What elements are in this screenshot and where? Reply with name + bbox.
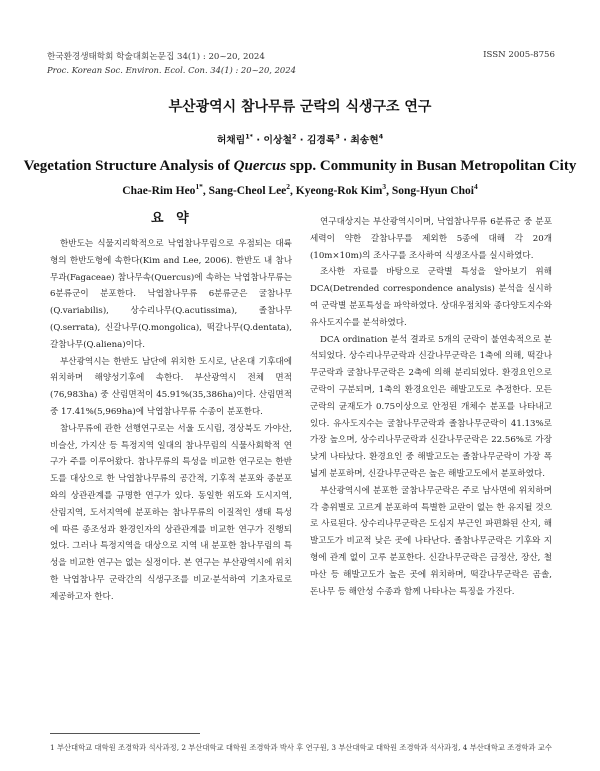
author-separator: , <box>290 185 296 197</box>
abstract-right-column <box>310 214 552 600</box>
title-english-part2: spp. Community in Busan Metropolitan City <box>286 158 577 174</box>
author-affiliation-mark: 1* <box>245 132 253 141</box>
author-affiliation-mark: 1* <box>195 182 203 192</box>
author-separator: , <box>386 185 392 197</box>
abstract-paragraph: 한반도는 식물지리학적으로 낙엽참나무림으로 우점되는 대륙형의 한반도형에 속한다(Kim and Lee, 2006). 한반도 내 참나무과(Fagaceae) 참나무속(Quercus)에 속하는 낙엽참나무류는 6분류군이 분포한다. 낙엽참나무류 6분류군은 굴참나무(Q.variabilis), 상수리나무(Q.acutissima), 졸참나무(Q.serrata), 신갈나무(Q.mongolica), 떡갈나무(Q.dentata), 갈참나무(Q.aliena)이다. <box>50 239 292 350</box>
journal-header-en: Proc. Korean Soc. Environ. Ecol. Con. 34(1) : 20~20, 2024 <box>47 65 296 75</box>
author-name: 이상철 <box>263 135 292 146</box>
author-affiliation-mark: 2 <box>286 182 291 192</box>
footnote-affiliations: 1 부산대학교 대학원 조경학과 석사과정, 2 부산대학교 대학원 조경학과 박사 후 연구원, 3 부산대학교 대학원 조경학과 석사과정, 4 부산대학교 조경학과 교수 <box>50 743 552 752</box>
author-separator: · <box>339 135 351 146</box>
abstract-heading: 요 약 <box>151 211 193 226</box>
title-korean: 부산광역시 참나무류 군락의 식생구조 연구 <box>168 99 432 115</box>
author-name: Sang-Cheol Lee <box>208 185 287 197</box>
author-name: Kyeong-Rok Kim <box>295 185 383 197</box>
footnote-divider <box>50 733 200 734</box>
authors-english <box>0 182 600 197</box>
author-name: 김경록 <box>306 135 336 146</box>
author-separator: · <box>296 135 307 146</box>
author-affiliation-mark: 3 <box>335 132 340 141</box>
author-name: Chae-Rim Heo <box>122 185 196 197</box>
title-english <box>0 158 600 175</box>
author-separator: , <box>202 185 209 197</box>
abstract-paragraph: 연구대상지는 부산광역시이며, 낙엽참나무류 6분류군 중 분포 세력이 약한 갈참나무를 제외한 5종에 대해 각 20개(10m×10m)의 조사구를 조사하여 식생조사를 실시하였다. <box>310 217 552 261</box>
abstract-paragraph: 참나무류에 관한 선행연구로는 서울 도시림, 경상북도 가야산, 비슬산, 가지산 등 특정지역 일대의 참나무림의 식물사회학적 연구가 주를 이루어왔다. 참나무류의 특성을 비교한 연구로는 한반도를 대상으로 한 낙엽참나무류의 공간적, 기후적 분포와 종분포와의 상관관계를 규명한 연구가 있다. 동일한 위도와 도시지역, 산림지역, 도서지역에 분포하는 참나무류의 이질적인 생태 특성에 따른 종조성과 환경인자의 상관관계를 비교한 연구가 진행되었다. 그러나 특정지역을 대상으로 지역 내 분포한 참나무림의 특성을 비교한 연구는 없는 실정이다. 본 연구는 부산광역시에 위치한 낙엽참나무 군락간의 식생구조를 비교·분석하여 기초자료로 제공하고자 한다. <box>50 423 292 602</box>
journal-header-ko: 한국환경생태학회 학술대회논문집 34(1) : 20~20, 2024 <box>47 52 265 62</box>
abstract-paragraph: 부산광역시에 분포한 굴참나무군락은 주로 남사면에 위치하며 각 층위별로 고르게 분포하여 특별한 교란이 없는 한 유지될 것으로 사료된다. 상수리나무군락은 도심지 부근인 파편화된 산지, 해발고도가 비교적 낮은 곳에 나타난다. 졸참나무군락은 기후와 지형에 관계 없이 고루 분포한다. 신갈나무군락은 금정산, 장산, 철마산 등 해발고도가 높은 곳에 위치하며, 떡갈나무군락은 곰솔, 돈나무 등 해안성 수종과 함께 나타나는 특징을 가진다. <box>310 485 552 597</box>
title-english-part1: Vegetation Structure Analysis of <box>23 158 234 174</box>
author-affiliation-mark: 4 <box>378 132 384 141</box>
author-name: 허채림 <box>216 135 246 146</box>
abstract-paragraph: 부산광역시는 한반도 남단에 위치한 도시로, 난온대 기후대에 위치하며 해양성기후에 속한다. 부산광역시 전체 면적(76,983ha) 중 산림면적이 45.91%(35,386ha)이다. 산림면적 중 17.41%(5,969ha)에 낙엽참나무류 수종이 분포한다. <box>50 356 292 417</box>
author-name: Song-Hyun Choi <box>391 185 474 197</box>
author-separator: · <box>253 135 264 146</box>
title-english-genus: Quercus <box>233 158 287 174</box>
abstract-paragraph: DCA ordination 분석 결과로 5개의 군락이 불연속적으로 분석되었다. 상수리나무군락과 신갈나무군락은 1축에 의해, 떡갈나무군락과 굴참나무군락은 2축에 의해 분리되었다. 환경요인으로 군락이 구분되며, 1축의 환경요인은 해발고도로 추정한다. 모든 군락의 균재도가 0.75이상으로 안정된 개체수 분포를 나타내고 있다. 유사도지수는 굴참나무군락과 졸참나무군락이 41.13%로 가장 높으며, 상수리나무군락과 신갈나무군락은 22.56%로 가장 낮게 나타났다. 환경요인 중 해발고도는 졸참나무군락이 가장 폭넓게 분포하며, 신갈나무군락은 높은 해발고도에서 분포하였다. <box>310 334 552 479</box>
abstract-paragraph: 조사한 자료를 바탕으로 군락별 특성을 알아보기 위해 DCA(Detrended correspondence analysis) 분석을 실시하여 군락별 분포특성을 파악하였다. 상대우점치와 종다양도지수와 유사도지수를 분석하였다. <box>310 267 552 328</box>
abstract-left-column <box>50 236 292 606</box>
author-affiliation-mark: 3 <box>382 182 387 192</box>
author-affiliation-mark: 2 <box>291 132 297 141</box>
author-name: 최송현 <box>350 135 379 146</box>
authors-korean <box>0 132 600 146</box>
author-affiliation-mark: 4 <box>473 182 478 192</box>
issn: ISSN 2005-8756 <box>483 50 555 60</box>
